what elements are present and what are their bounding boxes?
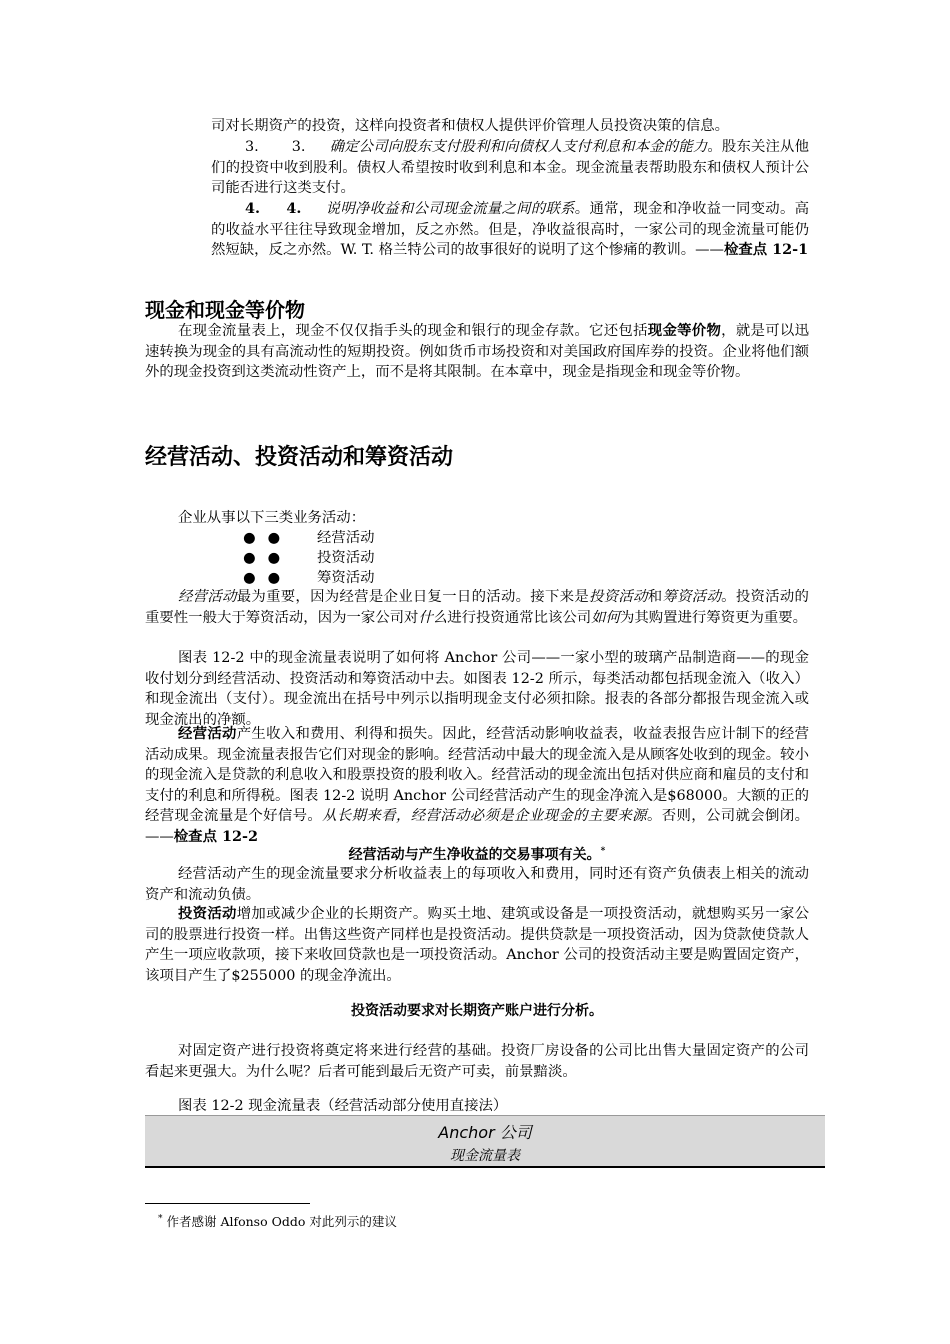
callout-operating: 经营活动与产生净收益的交易事项有关。* (348, 846, 606, 863)
footnote-marker: * (600, 846, 606, 857)
section-heading-activities: 经营活动、投资活动和筹资活动 (145, 445, 454, 470)
statement-table-header (145, 1115, 825, 1168)
checkpoint-ref: 检查点 12-2 (173, 827, 258, 845)
term-investing: 投资活动 (178, 905, 237, 922)
statement-title: 现金流量表 (450, 1148, 520, 1164)
footnote-marker: * (158, 1213, 163, 1224)
bullet-item: ●● 经营活动 (243, 528, 375, 549)
paragraph-operating-analysis: 经营活动产生的现金流量要求分析收益表上的每项收入和费用，同时还有资产负债表上相关的流动资产和流动负债。 (145, 866, 809, 903)
list-item-4: 4. 4. 说明净收益和公司现金流量之间的联系。通常，现金和净收益一同变动。高的收益水平往往导致现金增加，反之亦然。但是，净收益很高时，一家公司的现金流量可能仍然短缺，反之亦然。W. T. 格兰特公司的故事很好的说明了这个惨痛的教训。——检查点 12-1 (211, 200, 809, 258)
list-item-title: 确定公司向股东支付股利和向债权人支付利息和本金的能力 (329, 139, 708, 155)
company-name: Anchor 公司 (438, 1123, 532, 1142)
bullet-icon: ●● (243, 530, 293, 546)
checkpoint-ref: 检查点 12-1 (723, 241, 809, 258)
list-item-title: 说明净收益和公司现金流量之间的联系 (325, 201, 575, 217)
term-cash-equivalents: 现金等价物 (647, 322, 722, 339)
paragraph-investing: 投资活动增加或减少企业的长期资产。购买土地、建筑或设备是一项投资活动，就想购买另一家公司的股票进行投资一样。出售这些资产同样也是投资活动。提供贷款是一项投资活动，因为贷款使贷款人产生一项应收款项，接下来收回贷款也是一项投资活动。Anchor 公司的投资活动主要是购置固定资产，该项目产生了$255000 的现金净流出。 (145, 905, 809, 984)
footnote: * 作者感谢 Alfonso Oddo 对此列示的建议 (158, 1213, 397, 1229)
exhibit-caption: 图表 12-2 现金流量表（经营活动部分使用直接法） (178, 1098, 508, 1114)
paragraph-importance: 经营活动最为重要，因为经营是企业日复一日的活动。接下来是投资活动和筹资活动。投资活动的重要性一般大于筹资活动，因为一家公司对什么进行投资通常比该公司如何为其购置进行筹资更为重要。 (145, 589, 809, 626)
paragraph-operating: 经营活动产生收入和费用、利得和损失。因此，经营活动影响收益表，收益表报告应计制下的经营活动成果。现金流量表报告它们对现金的影响。经营活动中最大的现金流入是从顾客处收到的现金。较小的现金流入是贷款的利息收入和股票投资的股利收入。经营活动的现金流出包括对供应商和雇员的支付和支付的利息和所得税。图表 12-2 说明 Anchor 公司经营活动产生的现金净流入是$68000。大额的正的经营现金流量是个好信号。从长期来看，经营活动必须是企业现金的主要来源。否则，公司就会倒闭。——检查点 12-2 (145, 725, 809, 845)
section-heading-cash: 现金和现金等价物 (145, 298, 305, 322)
paragraph-continuation: 司对长期资产的投资，这样向投资者和债权人提供评价管理人员投资决策的信息。 (211, 118, 730, 134)
list-number: 4. 4. (245, 200, 302, 217)
list-item-3: 3. 3. 确定公司向股东支付股利和向债权人支付利息和本金的能力。股东关注从他们的投资中收到股利。债权人希望按时收到利息和本金。现金流量表帮助股东和债权人预计公司能否进行这类支付。 (211, 139, 809, 196)
paragraph-exhibit: 图表 12-2 中的现金流量表说明了如何将 Anchor 公司——一家小型的玻璃产品制造商——的现金收付划分到经营活动、投资活动和筹资活动中去。如图表 12-2 所示，每类活动都包括现金流入（收入）和现金流出（支付）。现金流出在括号中列示以指明现金支付必须扣除。报表的各部分都报告现金流入或现金流出的净额。 (145, 650, 809, 728)
bullet-item: ●● 筹资活动 (243, 568, 375, 589)
bullet-icon: ●● (243, 550, 293, 566)
footnote-divider (145, 1203, 310, 1204)
bullet-item: ●● 投资活动 (243, 548, 375, 569)
term-operating: 经营活动 (178, 725, 237, 742)
paragraph-intro: 企业从事以下三类业务活动： (178, 510, 366, 526)
callout-investing: 投资活动要求对长期资产账户进行分析。 (351, 1003, 603, 1019)
paragraph-fixed-assets: 对固定资产进行投资将奠定将来进行经营的基础。投资厂房设备的公司比出售大量固定资产的公司看起来更强大。为什么呢？后者可能到最后无资产可卖，前景黯淡。 (145, 1043, 809, 1080)
list-number: 3. 3. (245, 139, 306, 155)
paragraph-cash-equivalents: 在现金流量表上，现金不仅仅指手头的现金和银行的现金存款。它还包括现金等价物，就是可以迅速转换为现金的具有高流动性的短期投资。例如货币市场投资和对美国政府国库券的投资。企业将他们额外的现金投资到这类流动性资产上，而不是将其限制。在本章中，现金是指现金和现金等价物。 (145, 322, 809, 380)
bullet-icon: ●● (243, 570, 293, 586)
